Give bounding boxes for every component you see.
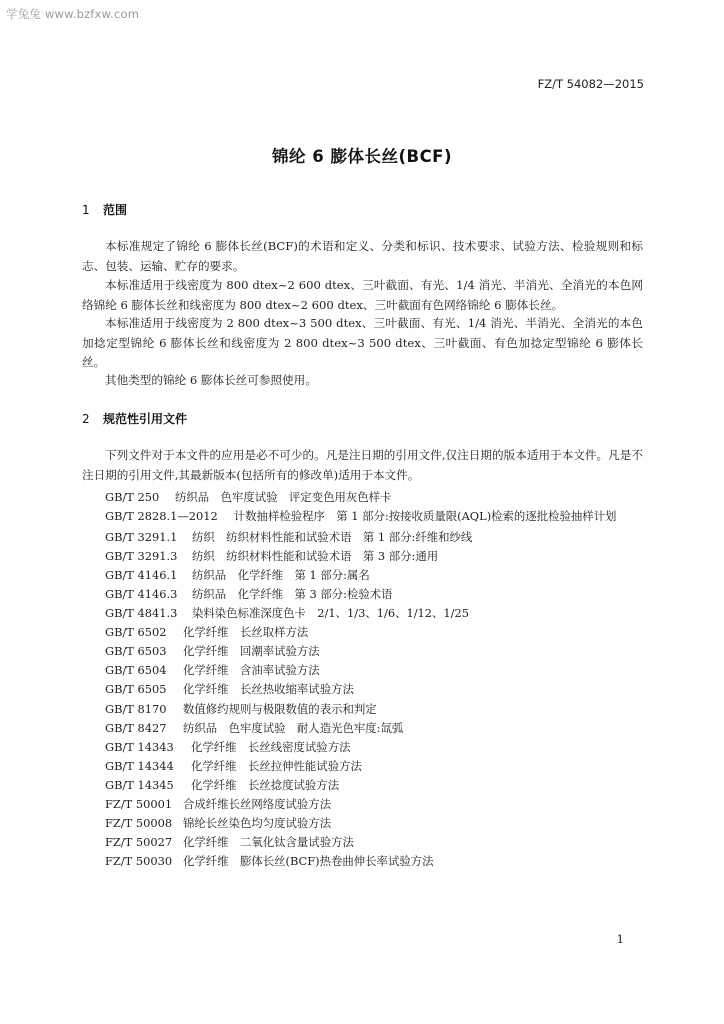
normative-references-list	[82, 488, 643, 871]
reference-code: GB/T 8170	[105, 701, 167, 716]
reference-title: 纺织 纺织材料性能和试验术语 第 1 部分:纤维和纱线	[192, 529, 473, 544]
reference-title: 化学纤维 长丝线密度试验方法	[191, 739, 351, 754]
reference-code: GB/T 2828.1—2012	[105, 509, 218, 524]
reference-item	[82, 488, 643, 507]
section-title: 范围	[103, 203, 128, 217]
reference-title: 纺织 纺织材料性能和试验术语 第 3 部分:通用	[192, 548, 439, 563]
reference-item	[82, 604, 643, 623]
reference-code: GB/T 6502	[105, 625, 167, 640]
reference-item	[82, 566, 643, 585]
reference-code: FZ/T 50027	[105, 835, 173, 850]
reference-code: GB/T 3291.3	[105, 548, 178, 563]
reference-code: GB/T 250	[105, 490, 160, 504]
reference-title: 化学纤维 长丝捻度试验方法	[191, 777, 340, 792]
reference-title: 锦纶长丝染色均匀度试验方法	[183, 816, 332, 831]
reference-code: GB/T 6505	[105, 682, 167, 697]
reference-code: GB/T 14345	[105, 777, 174, 792]
reference-item	[82, 680, 643, 699]
reference-code: FZ/T 50001	[105, 797, 173, 811]
reference-title: 化学纤维 长丝拉伸性能试验方法	[191, 758, 362, 773]
reference-item	[82, 852, 643, 871]
reference-code: FZ/T 50030	[105, 854, 173, 869]
reference-title: 纺织品 色牢度试验 评定变色用灰色样卡	[175, 490, 392, 504]
paragraph: 本标准适用于线密度为 800 dtex~2 600 dtex、三叶截面、有光、1/4 消光、半消光、全消光的本色网络锦纶 6 膨体长丝和线密度为 800 dtex~2 600 dtex、三叶截面有色网络锦纶 6 膨体长丝。	[82, 278, 643, 312]
reference-title: 纺织品 色牢度试验 耐人造光色牢度:氙弧	[183, 720, 404, 735]
section-2-heading	[82, 410, 187, 427]
paragraph: 其他类型的锦纶 6 膨体长丝可参照使用。	[105, 373, 317, 387]
section-number: 2	[82, 412, 90, 426]
reference-code: FZ/T 50008	[105, 816, 173, 831]
reference-item	[82, 719, 643, 738]
reference-code: GB/T 4146.3	[105, 586, 178, 601]
reference-item	[82, 814, 643, 833]
reference-code: GB/T 8427	[105, 720, 167, 735]
watermark: 学兔兔 www.bzfxw.com	[6, 7, 140, 21]
reference-item	[82, 833, 643, 852]
reference-title: 计数抽样检验程序 第 1 部分:按接收质量限(AQL)检索的逐批检验抽样计划	[233, 509, 617, 524]
section-1-heading	[82, 201, 127, 218]
reference-title: 化学纤维 长丝取样方法	[183, 625, 309, 640]
reference-title: 纺织品 化学纤维 第 1 部分:属名	[192, 567, 370, 582]
reference-item	[82, 642, 643, 661]
reference-item	[82, 738, 643, 757]
document-title: 锦纶 6 膨体长丝(BCF)	[271, 147, 452, 166]
section-number: 1	[82, 203, 90, 217]
reference-code: GB/T 4841.3	[105, 606, 178, 621]
reference-title: 染料染色标准深度色卡 2/1、1/3、1/6、1/12、1/25	[192, 606, 470, 621]
reference-title: 化学纤维 二氧化钛含量试验方法	[183, 835, 354, 850]
section-title: 规范性引用文件	[103, 412, 188, 426]
paragraph: 本标准适用于线密度为 2 800 dtex~3 500 dtex、三叶截面、有光、1/4 消光、半消光、全消光的本色加捻定型锦纶 6 膨体长丝和线密度为 2 800 dtex~3 500 dtex、三叶截面、有色加捻定型锦纶 6 膨体长丝。	[82, 316, 643, 370]
reference-item	[82, 661, 643, 680]
paragraph: 本标准规定了锦纶 6 膨体长丝(BCF)的术语和定义、分类和标识、技术要求、试验方法、检验规则和标志、包装、运输、贮存的要求。	[82, 239, 643, 273]
reference-item	[82, 757, 643, 776]
reference-item	[82, 700, 643, 719]
reference-title: 数值修约规则与极限数值的表示和判定	[183, 701, 377, 716]
reference-code: GB/T 6504	[105, 663, 167, 678]
standard-number: FZ/T 54082—2015	[537, 77, 644, 91]
reference-item	[82, 795, 643, 814]
reference-code: GB/T 14344	[105, 758, 174, 773]
reference-item	[82, 776, 643, 795]
reference-code: GB/T 3291.1	[105, 529, 178, 544]
reference-code: GB/T 6503	[105, 644, 167, 659]
reference-item	[82, 547, 643, 566]
reference-item	[82, 623, 643, 642]
reference-item	[82, 507, 643, 527]
reference-code: GB/T 14343	[105, 739, 174, 754]
reference-title: 纺织品 化学纤维 第 3 部分:检验术语	[192, 586, 393, 601]
reference-title: 化学纤维 膨体长丝(BCF)热卷曲伸长率试验方法	[183, 854, 434, 869]
reference-code: GB/T 4146.1	[105, 567, 178, 582]
reference-item	[82, 528, 643, 547]
reference-title: 化学纤维 回潮率试验方法	[183, 644, 320, 659]
reference-title: 化学纤维 长丝热收缩率试验方法	[183, 682, 354, 697]
reference-title: 合成纤维长丝网络度试验方法	[183, 797, 332, 811]
paragraph: 下列文件对于本文件的应用是必不可少的。凡是注日期的引用文件,仅注日期的版本适用于本文件。凡是不注日期的引用文件,其最新版本(包括所有的修改单)适用于本文件。	[82, 448, 643, 482]
reference-item	[82, 585, 643, 604]
page-number: 1	[616, 932, 624, 946]
reference-title: 化学纤维 含油率试验方法	[183, 663, 320, 678]
